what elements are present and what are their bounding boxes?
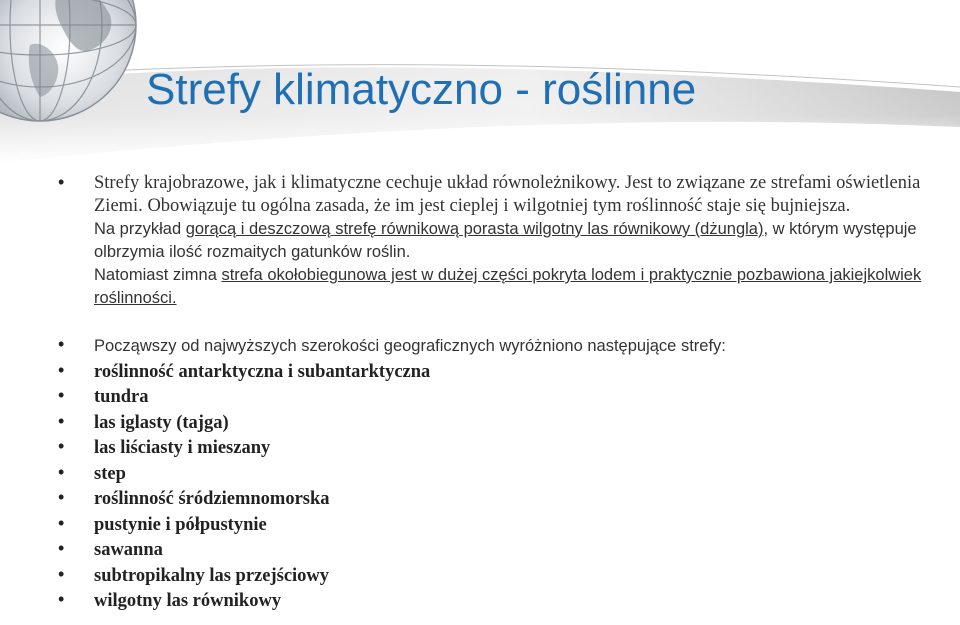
bullet-dot: • [58, 512, 65, 533]
page-title: Strefy klimatyczno - roślinne [146, 65, 697, 114]
zone-name: tundra [94, 387, 149, 407]
list-item-zone [58, 564, 938, 590]
list-item-zone [58, 462, 938, 488]
zone-name: wilgotny las równikowy [94, 591, 282, 611]
bullet-dot: • [58, 589, 65, 609]
example-2-underlined: strefa okołobiegunowa jest w dużej części pokryta lodem i praktycznie pozbawiona jakiejkolwiek roślinności. [94, 266, 922, 307]
bullet-list [58, 172, 938, 615]
zone-name: pustynie i półpustynie [94, 514, 267, 535]
example-1-underlined: gorącą i deszczową strefę równikową porasta wilgotny las równikowy (dżungla), [185, 220, 769, 238]
bullet-dot: • [58, 487, 65, 507]
bullet-dot: • [58, 385, 65, 405]
zone-name: las liściasty i mieszany [94, 438, 271, 458]
list-item-zone [58, 513, 938, 539]
example-2-start: Natomiast zimna [94, 266, 222, 284]
zone-name: step [94, 463, 126, 484]
example-1-start: Na przykład [94, 220, 186, 238]
list-item-zone [58, 385, 938, 411]
globe-icon [0, 0, 140, 125]
zone-name: roślinność śródziemnomorska [94, 489, 330, 509]
list-item-zone [58, 589, 938, 615]
bullet-dot: • [58, 436, 65, 456]
bullet-dot: • [58, 334, 65, 354]
list-item-intro [58, 172, 938, 310]
zone-name: roślinność antarktyczna i subantarktyczna [94, 361, 431, 382]
list-spacer [58, 310, 938, 334]
zones-lead-text: Począwszy od najwyższych szerokości geograficznych wyróżniono następujące strefy: [94, 337, 726, 355]
zone-name: las iglasty (tajga) [94, 412, 229, 433]
bullet-dot: • [58, 359, 65, 380]
bullet-dot: • [58, 538, 65, 558]
intro-sentence-1: Strefy krajobrazowe, jak i klimatyczne cechuje układ równoleżnikowy. Jest to związane ze strefami oświetlenia Ziemi. [94, 173, 921, 216]
list-item-zone [58, 360, 938, 386]
list-item-lead [58, 334, 938, 360]
example-1-end: w którym występuje olbrzymia ilość rozmaitych gatunków roślin. [94, 220, 917, 261]
list-item-zone [58, 538, 938, 564]
intro-paragraph [94, 172, 938, 310]
bullet-dot: • [58, 410, 65, 431]
bullet-dot: • [58, 461, 65, 482]
zone-name: sawanna [94, 540, 163, 560]
bullet-dot: • [58, 172, 65, 192]
list-item-zone [58, 487, 938, 513]
list-item-zone [58, 411, 938, 437]
bullet-dot: • [58, 563, 65, 584]
zone-name: subtropikalny las przejściowy [94, 565, 330, 586]
intro-sentence-2: Obowiązuje tu ogólna zasada, że im jest cieplej i wilgotniej tym roślinność staje się bujniejsza. [147, 196, 851, 216]
list-item-zone [58, 436, 938, 462]
